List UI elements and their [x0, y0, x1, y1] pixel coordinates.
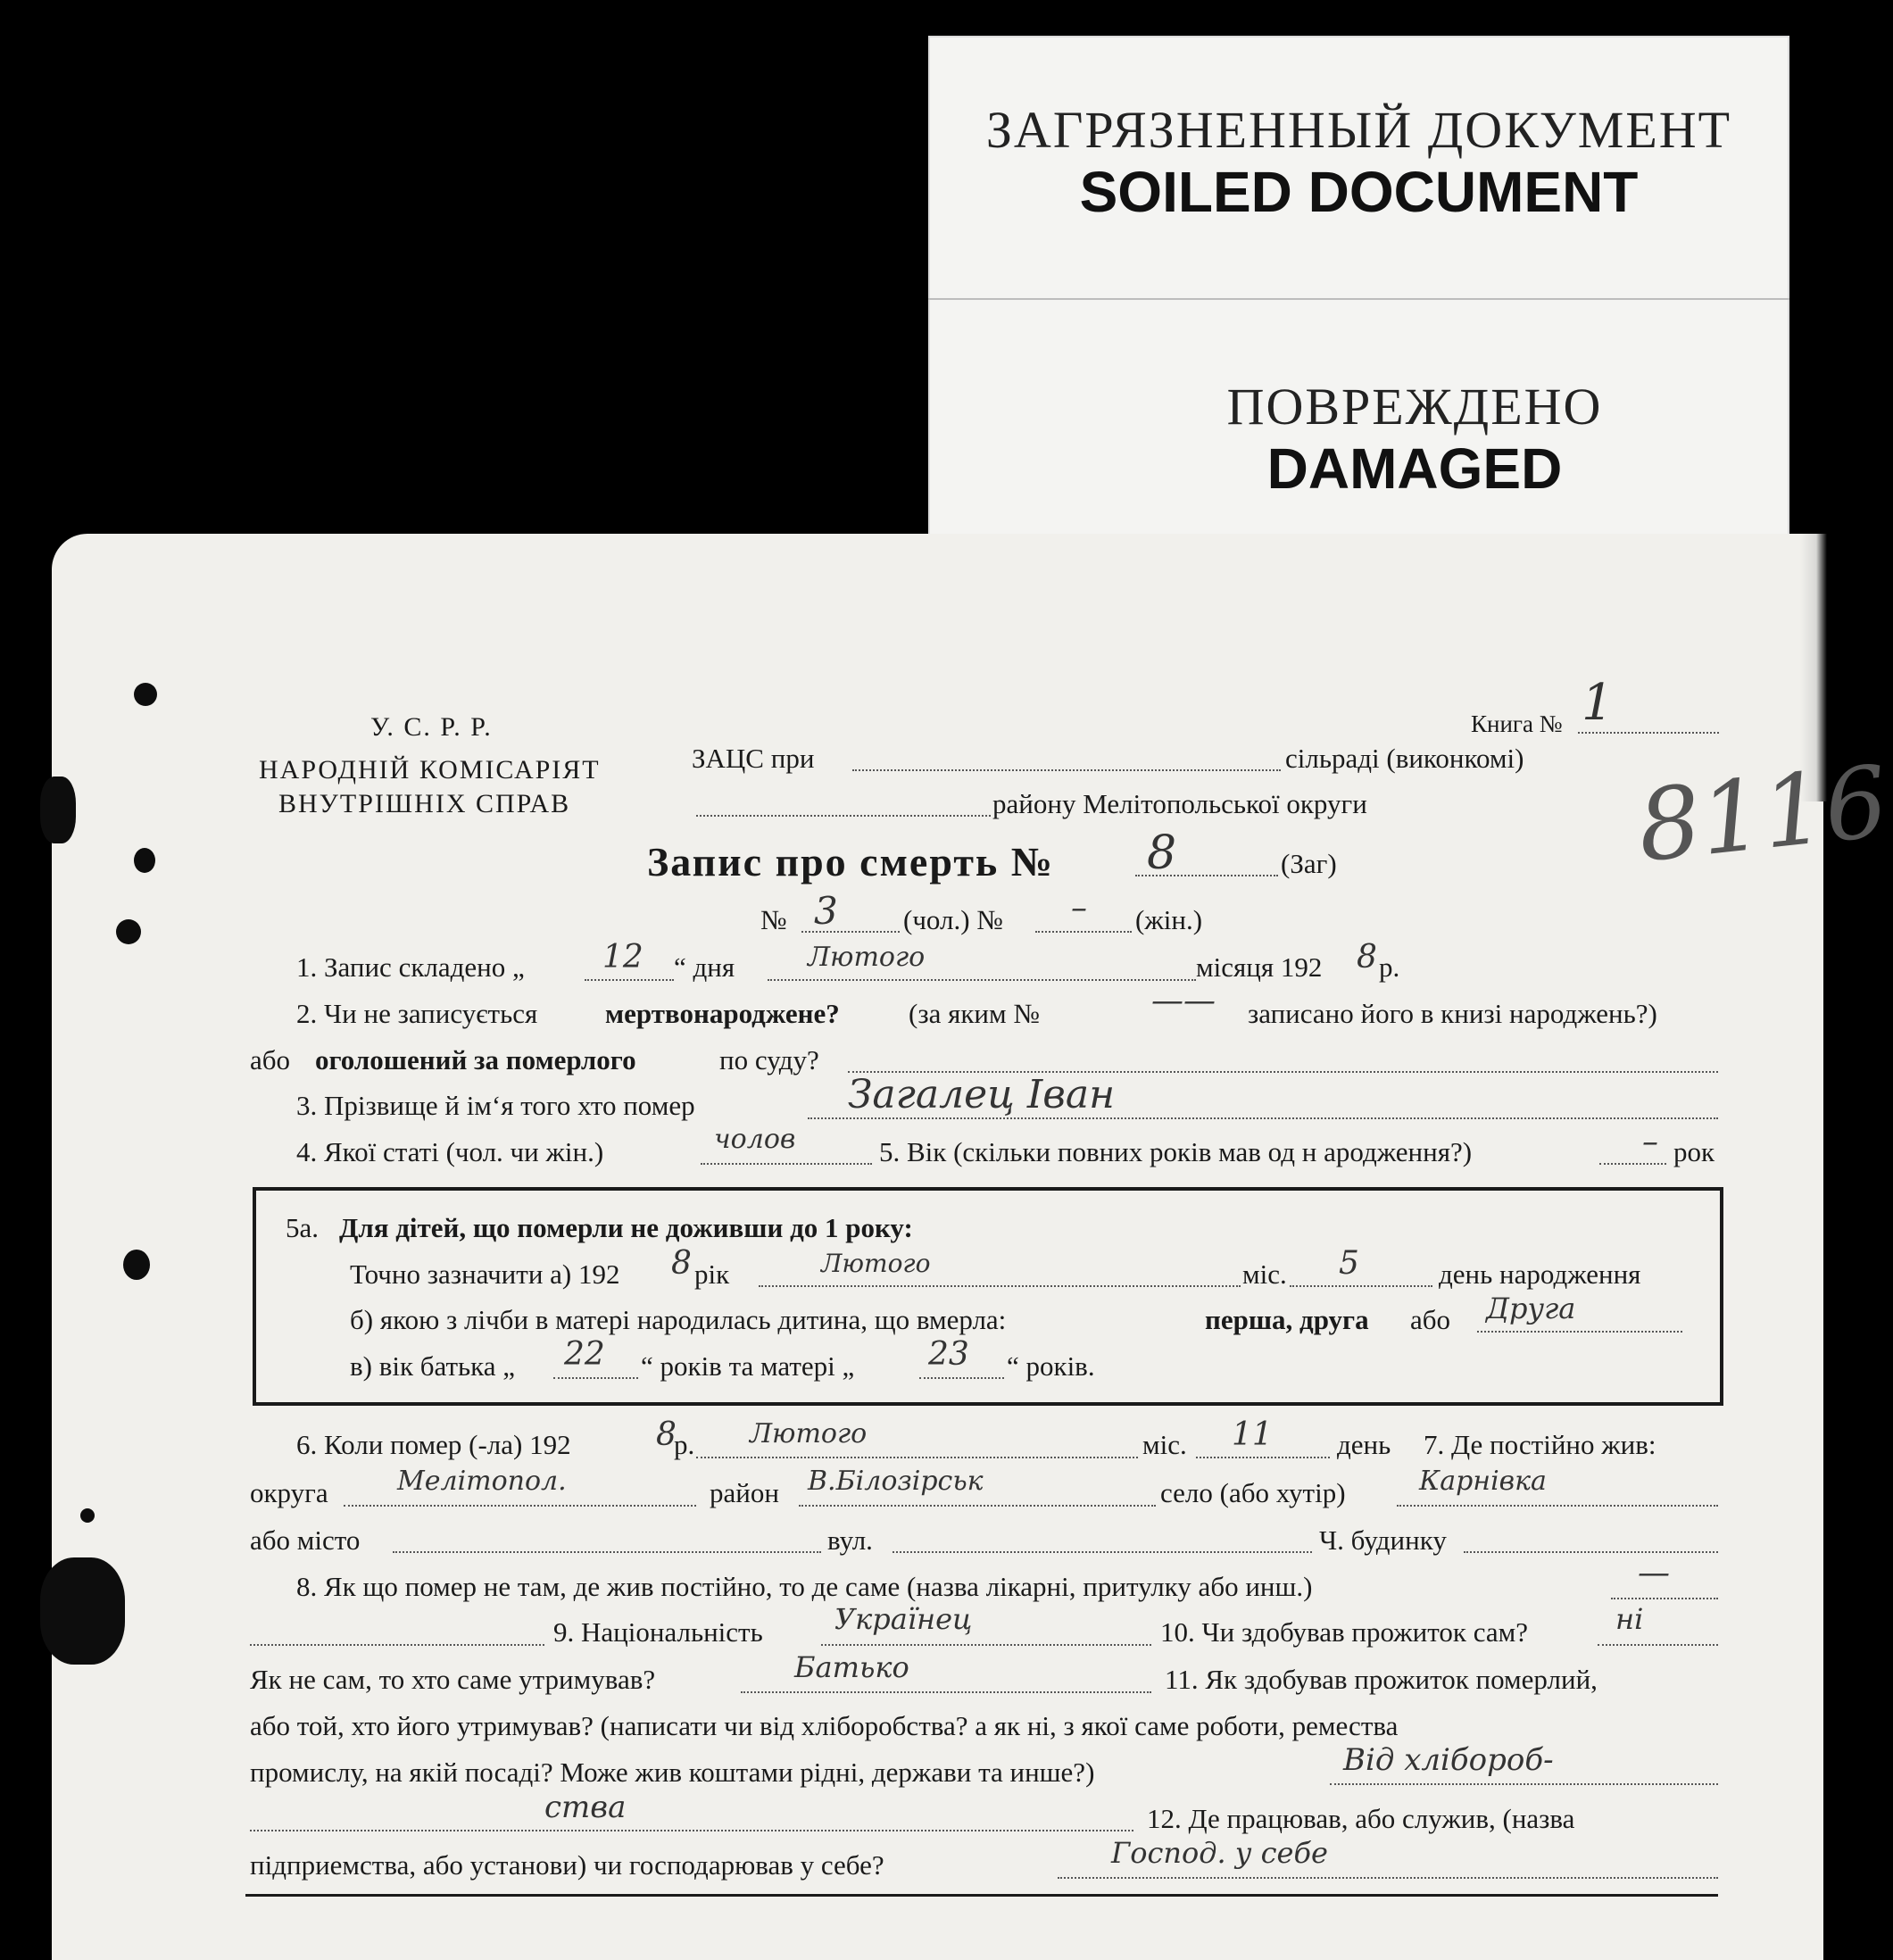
okruha-line — [344, 1505, 696, 1507]
birth-order-label: б) якою з лічби в матері народилась дитина, що вмерла: — [350, 1304, 1007, 1335]
death-day-label: день — [1337, 1429, 1391, 1460]
livelihood-line-2 — [250, 1830, 1133, 1831]
street-line — [893, 1551, 1312, 1553]
commissariat-line-2: ВНУТРІШНІХ СПРАВ — [278, 789, 571, 818]
selo-line — [1397, 1505, 1718, 1507]
label-damaged-en: DAMAGED — [1266, 436, 1563, 501]
row1-month-label: місяця 192 — [1196, 951, 1323, 983]
archive-number: 8116 — [1632, 743, 1893, 884]
place-of-death-line-2 — [250, 1644, 544, 1646]
infant-section-title: Для дітей, що померли не доживши до 1 року: — [339, 1212, 913, 1243]
mother-age-label: “ років та матері „ — [641, 1350, 855, 1382]
stillborn-label: мертвонароджене? — [605, 998, 840, 1029]
raion-line — [799, 1505, 1156, 1507]
commissariat-line-1: НАРОДНІЙ КОМІСАРІЯТ — [259, 755, 601, 785]
place-of-death-value: — — [1638, 1555, 1670, 1591]
years-label: “ років. — [1007, 1350, 1095, 1382]
parents-age-label: в) вік батька „ — [350, 1350, 516, 1382]
infant-birth-month: Лютого — [821, 1249, 931, 1278]
row1-label: 1. Запис складено „ — [296, 951, 525, 983]
selo-label: село (або хутір) — [1160, 1477, 1346, 1508]
father-age: 22 — [564, 1336, 605, 1373]
raion-okruha-label: району Мелітопольської округи — [992, 788, 1367, 819]
row2-label: 2. Чи не записується — [296, 998, 538, 1029]
self-support-value: ні — [1615, 1602, 1644, 1636]
selo-value: Карнівка — [1419, 1466, 1547, 1497]
declared-dead-label: оголошений за померлого — [315, 1044, 636, 1076]
livelihood-line-1 — [1330, 1783, 1718, 1785]
livelihood-question-1: або той, хто його утримував? (написати чи від хліборобства? а як ні, з якої саме роботи, ремества — [250, 1710, 1399, 1741]
female-label: (жін.) — [1135, 904, 1203, 935]
label-damaged-ru: ПОВРЕЖДЕНО — [1226, 378, 1603, 436]
record-year: 8 — [1357, 939, 1377, 976]
death-year-suffix: р. — [674, 1429, 695, 1460]
zag-label: (Заг) — [1281, 848, 1337, 879]
nationality-value: Українец — [834, 1602, 973, 1636]
self-support-label: 10. Чи здобував прожиток сам? — [1160, 1616, 1528, 1648]
record-day: 12 — [602, 939, 643, 976]
death-year: 8 — [656, 1416, 677, 1453]
livelihood-value-2: ства — [544, 1790, 627, 1825]
livelihood-label: 11. Як здобував прожиток померлий, — [1165, 1664, 1598, 1695]
punch-hole — [80, 1508, 95, 1523]
age-label: 5. Вік (скільки повних років мав од н ародження?) — [879, 1136, 1473, 1167]
infant-month-label: міс. — [1242, 1258, 1287, 1290]
bottom-rule — [245, 1894, 1718, 1897]
selradi-label: сільраді (виконкомі) — [1285, 743, 1524, 774]
label-soiled-ru: ЗАГРЯЗНЕННЫЙ ДОКУМЕНТ — [985, 101, 1732, 159]
supporter-value: Батько — [794, 1650, 909, 1684]
birth-order-line — [1477, 1331, 1682, 1333]
age-field-line — [1599, 1163, 1666, 1165]
mother-age-line — [919, 1377, 1004, 1379]
male-number: 3 — [814, 889, 838, 933]
infant-year-label: рік — [694, 1258, 730, 1290]
father-age-line — [553, 1377, 638, 1379]
residence-label: 7. Де постійно жив: — [1424, 1429, 1656, 1460]
row2-court-label: по суду? — [719, 1044, 819, 1076]
infant-birth-year: 8 — [671, 1245, 692, 1282]
birth-order-options: перша, друга — [1205, 1304, 1369, 1335]
workplace-label: 12. Де працював, або служив, (назва — [1147, 1803, 1575, 1834]
infant-day-label: день народження — [1439, 1258, 1641, 1290]
damage-label-card — [928, 36, 1789, 553]
death-month: Лютого — [750, 1418, 868, 1449]
deceased-name-line — [808, 1117, 1718, 1119]
sex-field-line — [701, 1163, 872, 1165]
book-number: 1 — [1582, 674, 1614, 732]
misto-line — [393, 1551, 821, 1553]
misto-label: або місто — [250, 1524, 361, 1556]
supporter-line — [741, 1691, 1151, 1693]
punch-hole — [40, 777, 76, 843]
infant-birth-label: Точно зазначити а) 192 — [350, 1258, 620, 1290]
raion-label: район — [710, 1477, 779, 1508]
livelihood-question-2: промислу, на якій посаді? Може жив коштами рідні, держави та инше?) — [250, 1757, 1095, 1788]
row3-label: 3. Прізвище й ім‘я того хто помер — [296, 1090, 695, 1121]
okruha-value: Мелітопол. — [397, 1466, 567, 1497]
place-of-death-line — [1611, 1598, 1718, 1599]
death-month-line — [696, 1457, 1138, 1458]
workplace-value: Господ. у себе — [1111, 1836, 1328, 1870]
record-month-line — [768, 979, 1196, 981]
infant-month-line — [759, 1285, 1241, 1287]
male-no-label: № — [760, 904, 787, 935]
birth-order-value: Друга — [1486, 1291, 1576, 1325]
nationality-line — [821, 1644, 1151, 1646]
row2-birth-book-label: записано його в книзі народжень?) — [1248, 998, 1657, 1029]
workplace-question: підприемства, або установи) чи господарював у себе? — [250, 1849, 884, 1881]
infant-section-number: 5а. — [286, 1212, 320, 1243]
birth-order-or: або — [1410, 1304, 1451, 1335]
death-date-label: 6. Коли помер (-ла) 192 — [296, 1429, 571, 1460]
male-number-line — [801, 931, 900, 933]
row1-year-suffix: р. — [1379, 951, 1400, 983]
zats-field-line — [852, 769, 1281, 771]
record-number-line — [1135, 875, 1278, 876]
record-number: 8 — [1147, 826, 1177, 880]
okruha-label: округа — [250, 1477, 328, 1508]
death-day-line — [1196, 1457, 1330, 1458]
form-title: Запис про смерть № — [647, 839, 1054, 884]
row2-or-label: або — [250, 1044, 291, 1076]
house-line — [1464, 1551, 1718, 1553]
street-label: вул. — [827, 1524, 873, 1556]
ussr-header: У. С. Р. Р. — [370, 712, 493, 742]
punch-hole — [134, 848, 155, 873]
deceased-name: Загалец Іван — [848, 1072, 1116, 1117]
stillborn-number: —— — [1151, 983, 1216, 1019]
livelihood-value-1: Від хлібороб- — [1343, 1742, 1554, 1778]
row2-number-label: (за яким № — [909, 998, 1040, 1029]
row1-day-label: “ дня — [674, 951, 735, 983]
workplace-line — [1058, 1877, 1718, 1879]
house-label: Ч. будинку — [1319, 1524, 1447, 1556]
age-unit: рок — [1673, 1136, 1715, 1167]
label-soiled-en: SOILED DOCUMENT — [1079, 160, 1639, 224]
card-fold-line — [928, 298, 1789, 300]
book-field-line — [1578, 732, 1719, 734]
punch-hole — [123, 1250, 150, 1280]
punch-hole — [134, 683, 157, 706]
infant-birth-day: 5 — [1339, 1245, 1359, 1282]
mother-age: 23 — [928, 1336, 969, 1373]
female-number-line — [1035, 931, 1132, 933]
female-number: – — [1071, 890, 1087, 926]
book-label: Книга № — [1471, 710, 1563, 737]
punch-hole — [40, 1557, 125, 1665]
supporter-label: Як не сам, то хто саме утримував? — [250, 1664, 656, 1695]
raion-value: В.Білозірськ — [808, 1466, 984, 1497]
age-value: – — [1642, 1124, 1658, 1160]
zats-label: ЗАЦС при — [692, 743, 815, 774]
row4-label: 4. Якої статі (чол. чи жін.) — [296, 1136, 604, 1167]
infant-day-line — [1290, 1285, 1432, 1287]
place-of-death-label: 8. Як що помер не там, де жив постійно, то де саме (назва лікарні, притулку або инш.) — [296, 1571, 1313, 1602]
record-day-line — [585, 979, 674, 981]
record-month: Лютого — [808, 942, 926, 973]
male-label: (чол.) № — [903, 904, 1003, 935]
nationality-label: 9. Національність — [553, 1616, 763, 1648]
death-day: 11 — [1232, 1416, 1273, 1453]
sex-value: чолов — [714, 1124, 796, 1155]
self-support-line — [1598, 1644, 1718, 1646]
death-month-label: міс. — [1142, 1429, 1187, 1460]
raion-field-line — [696, 815, 991, 817]
punch-hole — [116, 919, 141, 944]
